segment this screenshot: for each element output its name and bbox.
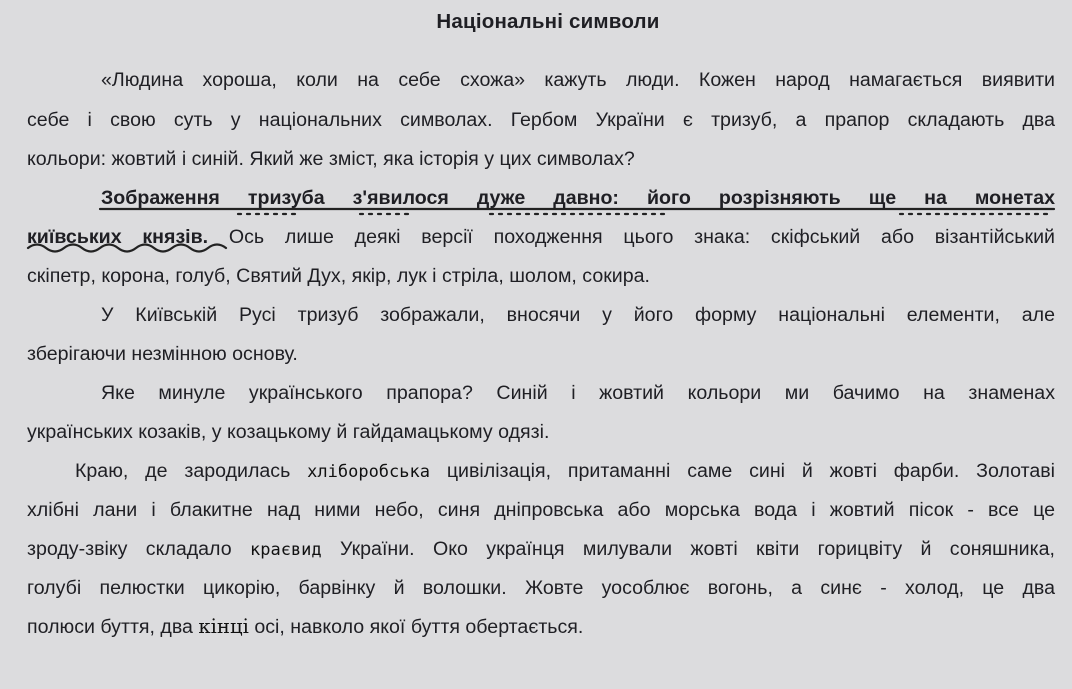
p2-line-3: скіпетр, корона, голуб, Святий Дух, якір, лук і стріла, шолом, сокира. — [27, 265, 650, 287]
page-title: Національні символи — [436, 10, 660, 33]
p2-line-2 — [27, 223, 1055, 251]
handwritten-word-kraievyd: краєвид — [249, 540, 322, 560]
p4-line-1: Яке минуле українського прапора? Синій і жовтий кольори ми бачимо на знаменах — [101, 382, 1055, 404]
handwritten-word-khliborobska: хліборобська — [307, 462, 430, 482]
p1-line-2: себе і свою суть у національних символах. Гербом України є тризуб, а прапор складають два — [27, 109, 1055, 131]
p5-line-1-b: цивілізація, притаманні саме сині й жовті фарби. Золотаві — [446, 460, 1055, 482]
p5-line-5-a: полюси буття, два — [27, 616, 193, 638]
p2-line-1-bold: Зображення тризуба з'явилося дуже давно: його розрізняють ще на монетах — [101, 187, 1055, 209]
p5-line-1 — [75, 457, 1055, 486]
p1-line-3: кольори: жовтий і синій. Який же зміст, яка історія у цих символах? — [27, 148, 635, 170]
p3-line-2: зберігаючи незмінною основу. — [27, 343, 298, 365]
p5-line-2: хлібні лани і блакитне над ними небо, синя дніпровська або морська вода і жовтий пісок - все це — [27, 499, 1055, 521]
p5-line-3-b: України. Око українця милували жовті квіти горицвіту й соняшника, — [340, 538, 1055, 560]
p1-line-1: «Людина хороша, коли на себе схожа» кажуть люди. Кожен народ намагається виявити — [101, 69, 1055, 91]
p4-line-2: українських козаків, у козацькому й гайдамацькому одязі. — [27, 421, 550, 443]
p5-line-5-b: осі, навколо якої буття обертається. — [254, 616, 584, 638]
p5-line-3-a: зроду-звіку складало — [27, 538, 232, 560]
p5-line-3 — [27, 535, 1055, 564]
p2-line-2-bold: київських князів. — [27, 226, 209, 248]
p3-line-1: У Київській Русі тризуб зображали, вносячи у його форму національні елементи, але — [101, 304, 1055, 326]
p5-line-1-a: Краю, де зародилась — [75, 460, 291, 482]
p5-line-5 — [27, 613, 1055, 641]
handwritten-word-kintsi: кінці — [198, 615, 249, 638]
p5-line-4: голубі пелюстки цикорію, барвінку й волошки. Жовте уособлює вогонь, а синє - холод, це два — [27, 577, 1055, 599]
p2-line-2-rest: Ось лише деякі версії походження цього знака: скіфський або візантійський — [228, 226, 1055, 248]
